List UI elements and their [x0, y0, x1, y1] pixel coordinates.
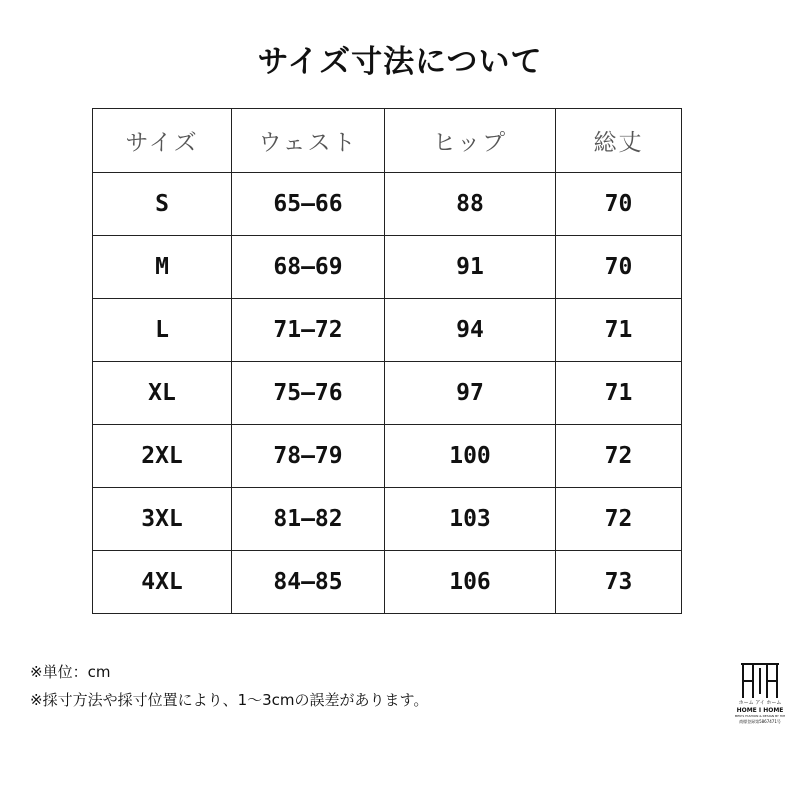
size-chart-table [92, 108, 682, 614]
cell-waist: 81–82 [232, 488, 385, 551]
table-row [93, 299, 682, 362]
cell-hip: 97 [385, 362, 556, 425]
table-header-row [93, 109, 682, 173]
cell-total-length: 72 [556, 425, 682, 488]
table-row [93, 551, 682, 614]
cell-total-length: 71 [556, 362, 682, 425]
cell-waist: 65–66 [232, 173, 385, 236]
table-row [93, 236, 682, 299]
cell-size: L [93, 299, 232, 362]
cell-total-length: 73 [556, 551, 682, 614]
cell-hip: 88 [385, 173, 556, 236]
page-title: サイズ寸法について [257, 44, 543, 80]
cell-waist: 71–72 [232, 299, 385, 362]
cell-size: 4XL [93, 551, 232, 614]
cell-hip: 91 [385, 236, 556, 299]
cell-waist: 75–76 [232, 362, 385, 425]
cell-total-length: 70 [556, 236, 682, 299]
unit-note: ※単位：cm [30, 663, 111, 681]
cell-hip: 106 [385, 551, 556, 614]
header-total-length: 総丈 [556, 109, 682, 173]
cell-waist: 84–85 [232, 551, 385, 614]
cell-hip: 100 [385, 425, 556, 488]
table-row [93, 488, 682, 551]
cell-size: S [93, 173, 232, 236]
logo-kana: ホーム アイ ホーム [738, 700, 782, 706]
header-size: サイズ [93, 109, 232, 173]
logo-registration: 商標登録第5867471号 [739, 719, 781, 724]
table-row [93, 173, 682, 236]
cell-waist: 78–79 [232, 425, 385, 488]
cell-size: M [93, 236, 232, 299]
cell-total-length: 72 [556, 488, 682, 551]
brand-logo [732, 660, 788, 740]
cell-hip: 103 [385, 488, 556, 551]
cell-size: 2XL [93, 425, 232, 488]
logo-brand-name: HOME I HOME [736, 707, 784, 714]
table-row [93, 362, 682, 425]
cell-size: 3XL [93, 488, 232, 551]
cell-size: XL [93, 362, 232, 425]
hih-monogram-icon [740, 660, 780, 700]
cell-total-length: 71 [556, 299, 682, 362]
cell-waist: 68–69 [232, 236, 385, 299]
cell-total-length: 70 [556, 173, 682, 236]
header-waist: ウェスト [232, 109, 385, 173]
measurement-disclaimer: ※採寸方法や採寸位置により、1～3cmの誤差があります。 [30, 691, 429, 709]
header-hip: ヒップ [385, 109, 556, 173]
table-row [93, 425, 682, 488]
notes [30, 658, 428, 714]
cell-hip: 94 [385, 299, 556, 362]
logo-tagline: MEN'S FASHION & DESIGN BY HIH [734, 714, 786, 718]
